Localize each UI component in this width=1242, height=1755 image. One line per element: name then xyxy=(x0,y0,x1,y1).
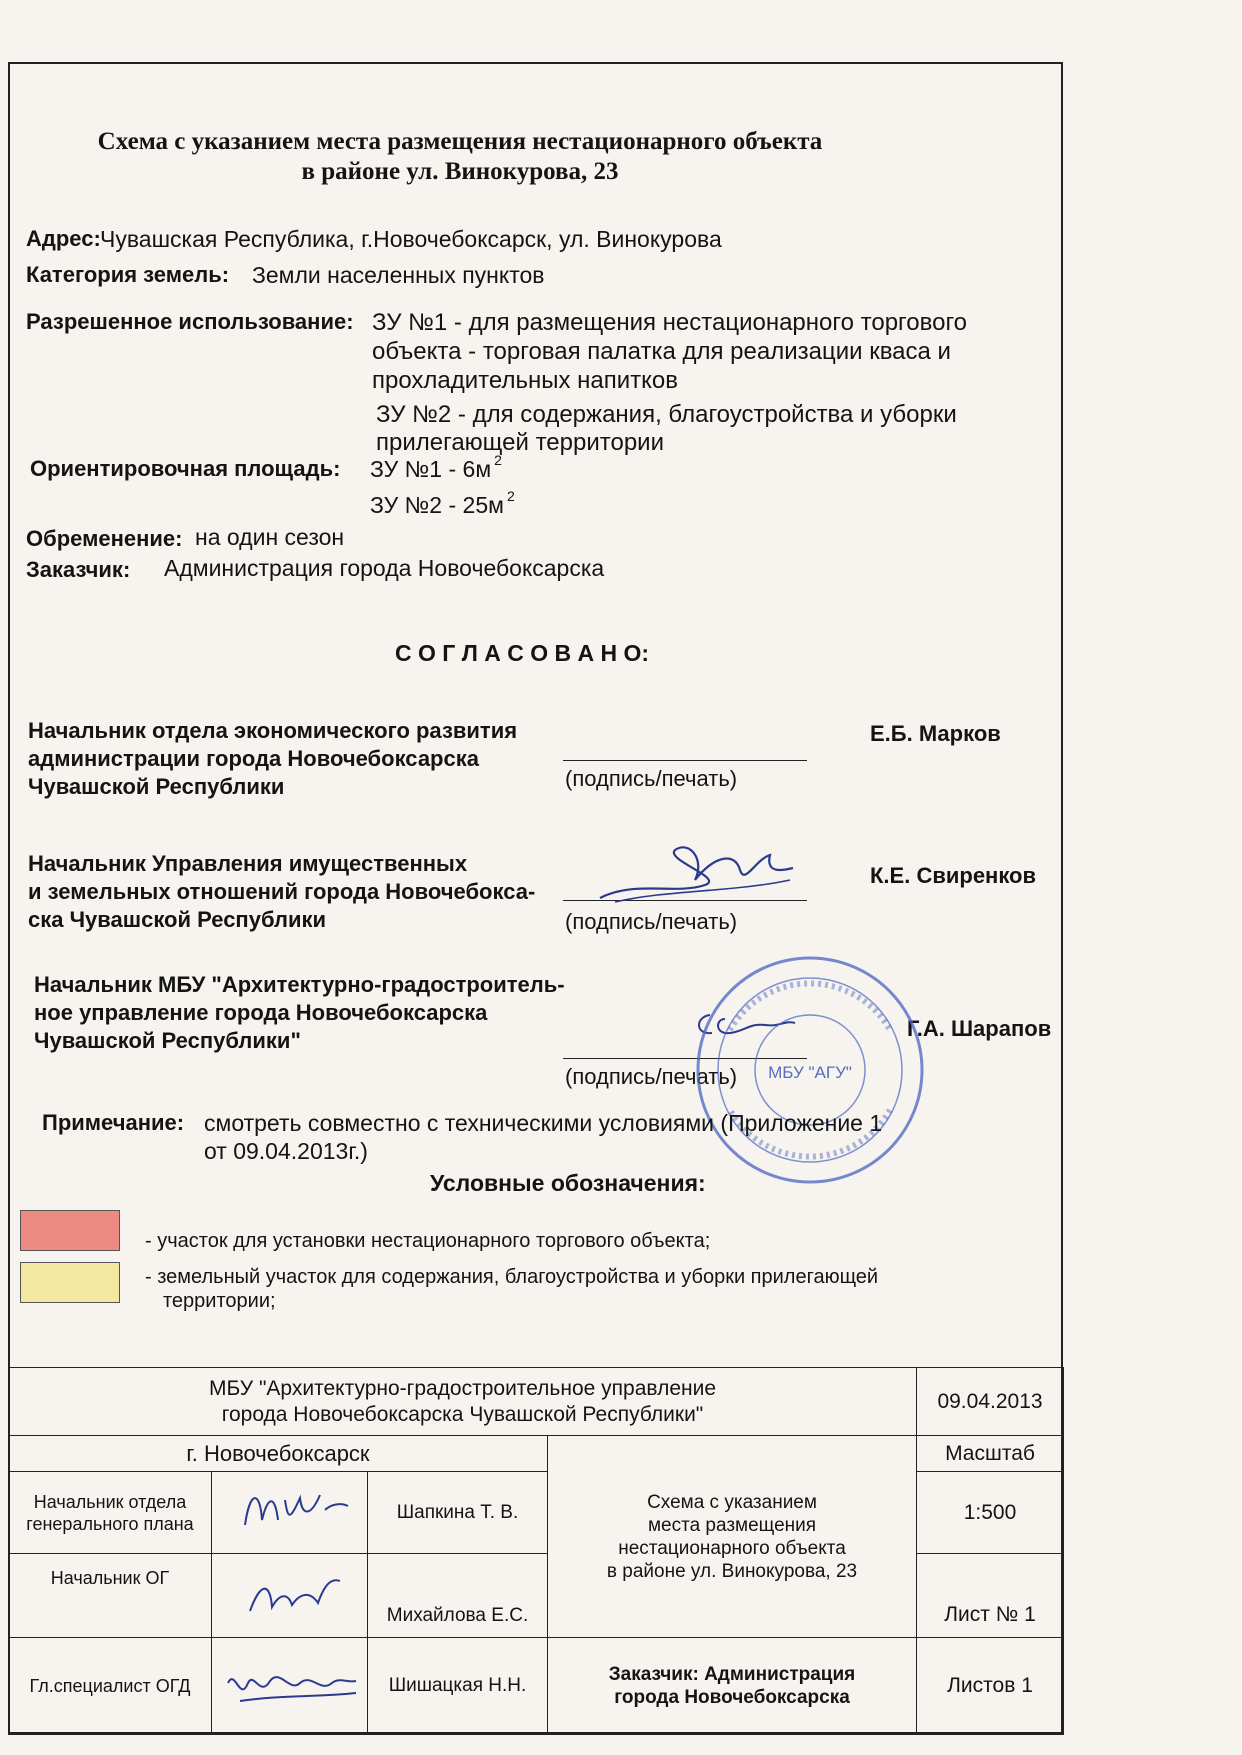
land-category-value: Земли населенных пунктов xyxy=(252,262,545,288)
note-line2: от 09.04.2013г.) xyxy=(204,1138,368,1164)
signature2-cell xyxy=(212,1554,368,1638)
title-line2: в районе ул. Винокурова, 23 xyxy=(301,158,619,185)
area-label: Ориентировочная площадь: xyxy=(30,456,341,481)
approver1-name: Е.Б. Марков xyxy=(870,721,1001,746)
approver2-name: К.Е. Свиренков xyxy=(870,863,1037,888)
doc-line1: Схема с указанием xyxy=(647,1491,817,1513)
scale-value-cell: 1:500 xyxy=(917,1472,1064,1554)
signature2-icon xyxy=(230,1563,350,1623)
doc-line4: в районе ул. Винокурова, 23 xyxy=(606,1560,858,1582)
signature3-icon xyxy=(220,1653,360,1713)
person2-cell: Михайлова Е.С. xyxy=(368,1554,548,1638)
official-stamp-icon xyxy=(690,950,930,1190)
land-category-label: Категория земель: xyxy=(26,262,230,287)
area-2-text: ЗУ №2 - 25м xyxy=(370,492,504,518)
area-2-sup: 2 xyxy=(506,488,515,504)
approver1-line3: Чувашской Республики xyxy=(28,774,285,799)
person1-cell: Шапкина Т. В. xyxy=(368,1472,548,1554)
doc-line3: нестационарного объекта xyxy=(618,1537,846,1559)
legend-item1: - участок для установки нестационарного торгового объекта; xyxy=(145,1230,711,1252)
area-1-text: ЗУ №1 - 6м xyxy=(370,456,492,482)
approver2-signature-icon xyxy=(595,840,795,910)
org-line1: МБУ "Архитектурно-градостроительное управление xyxy=(209,1376,717,1400)
approver2-line2: и земельных отношений города Новочебокса- xyxy=(28,879,536,904)
title-block-table xyxy=(8,1367,1064,1735)
address-label: Адрес: xyxy=(26,226,101,251)
area-1 xyxy=(370,452,502,483)
document-name-cell xyxy=(548,1436,917,1638)
sheet-cell: Лист № 1 xyxy=(917,1554,1064,1638)
customer-line1: Заказчик: Администрация xyxy=(608,1664,856,1685)
approver1-signature-line xyxy=(563,760,807,761)
approval-heading: С О Г Л А С О В А Н О: xyxy=(395,640,650,666)
approver2-line1: Начальник Управления имущественных xyxy=(28,851,468,876)
city-cell: г. Новочебоксарск xyxy=(9,1436,548,1472)
permitted-use-1-line2: объекта - торговая палатка для реализации кваса и xyxy=(372,338,951,365)
signature1-icon xyxy=(230,1480,350,1540)
title-line1: Схема с указанием места размещения нестационарного объекта xyxy=(97,128,823,155)
date-cell: 09.04.2013 xyxy=(917,1368,1064,1436)
approver3-line3: Чувашской Республики" xyxy=(34,1028,301,1053)
signature1-cell xyxy=(212,1472,368,1554)
customer-cell xyxy=(548,1638,917,1735)
role1-line1: Начальник отдела xyxy=(33,1491,187,1512)
note-label: Примечание: xyxy=(42,1110,185,1135)
role1-cell xyxy=(9,1472,212,1554)
encumbrance-value: на один сезон xyxy=(195,524,345,550)
role1-line2: генерального плана xyxy=(26,1513,194,1534)
role3-cell: Гл.специалист ОГД xyxy=(9,1638,212,1735)
customer-value: Администрация города Новочебоксарска xyxy=(164,555,605,581)
permitted-use-1-line1: ЗУ №1 - для размещения нестационарного торгового xyxy=(372,309,968,336)
note-line1: смотреть совместно с техническими условиями (Приложение 1 xyxy=(204,1110,883,1136)
org-cell xyxy=(9,1368,917,1436)
legend-item2-line2: территории; xyxy=(163,1290,276,1312)
approver1-line2: администрации города Новочебоксарска xyxy=(28,746,479,771)
approver1-caption: (подпись/печать) xyxy=(565,766,738,791)
legend-heading: Условные обозначения: xyxy=(430,1170,706,1196)
doc-line2: места размещения xyxy=(647,1514,817,1536)
approver3-line1: Начальник МБУ "Архитектурно-градостроитель- xyxy=(34,972,565,997)
customer-line2: города Новочебоксарска xyxy=(614,1687,850,1708)
address-value: Чувашская Республика, г.Новочебоксарск, ул. Винокурова xyxy=(100,226,722,252)
legend-item2-line1: - земельный участок для содержания, благоустройства и уборки прилегающей xyxy=(145,1266,879,1288)
encumbrance-label: Обременение: xyxy=(26,526,183,551)
approver3-caption: (подпись/печать) xyxy=(565,1064,738,1089)
permitted-use-label: Разрешенное использование: xyxy=(26,309,354,334)
stamp-text: МБУ "АГУ" xyxy=(768,1063,852,1082)
permitted-use-1-line3: прохладительных напитков xyxy=(372,367,678,394)
approver2-line3: ска Чувашской Республики xyxy=(28,907,327,932)
approver3-name: Г.А. Шарапов xyxy=(907,1016,1052,1041)
legend-swatch-territory xyxy=(20,1262,120,1303)
area-1-sup: 2 xyxy=(494,452,502,468)
org-line2: города Новочебоксарска Чувашской Республики" xyxy=(221,1402,704,1426)
approver2-caption: (подпись/печать) xyxy=(565,909,738,934)
role2-cell: Начальник ОГ xyxy=(9,1554,212,1638)
signature3-cell xyxy=(212,1638,368,1735)
permitted-use-2-line2: прилегающей территории xyxy=(376,429,664,456)
scale-label-cell: Масштаб xyxy=(917,1436,1064,1472)
area-2 xyxy=(370,488,515,519)
person3-cell: Шишацкая Н.Н. xyxy=(368,1638,548,1735)
permitted-use-2-line1: ЗУ №2 - для содержания, благоустройства и уборки xyxy=(376,401,957,428)
legend-swatch-kiosk xyxy=(20,1210,120,1251)
sheets-cell: Листов 1 xyxy=(917,1638,1064,1735)
approver3-line2: ное управление города Новочебоксарска xyxy=(34,1000,488,1025)
customer-label: Заказчик: xyxy=(26,557,131,582)
approver1-line1: Начальник отдела экономического развития xyxy=(28,718,518,743)
